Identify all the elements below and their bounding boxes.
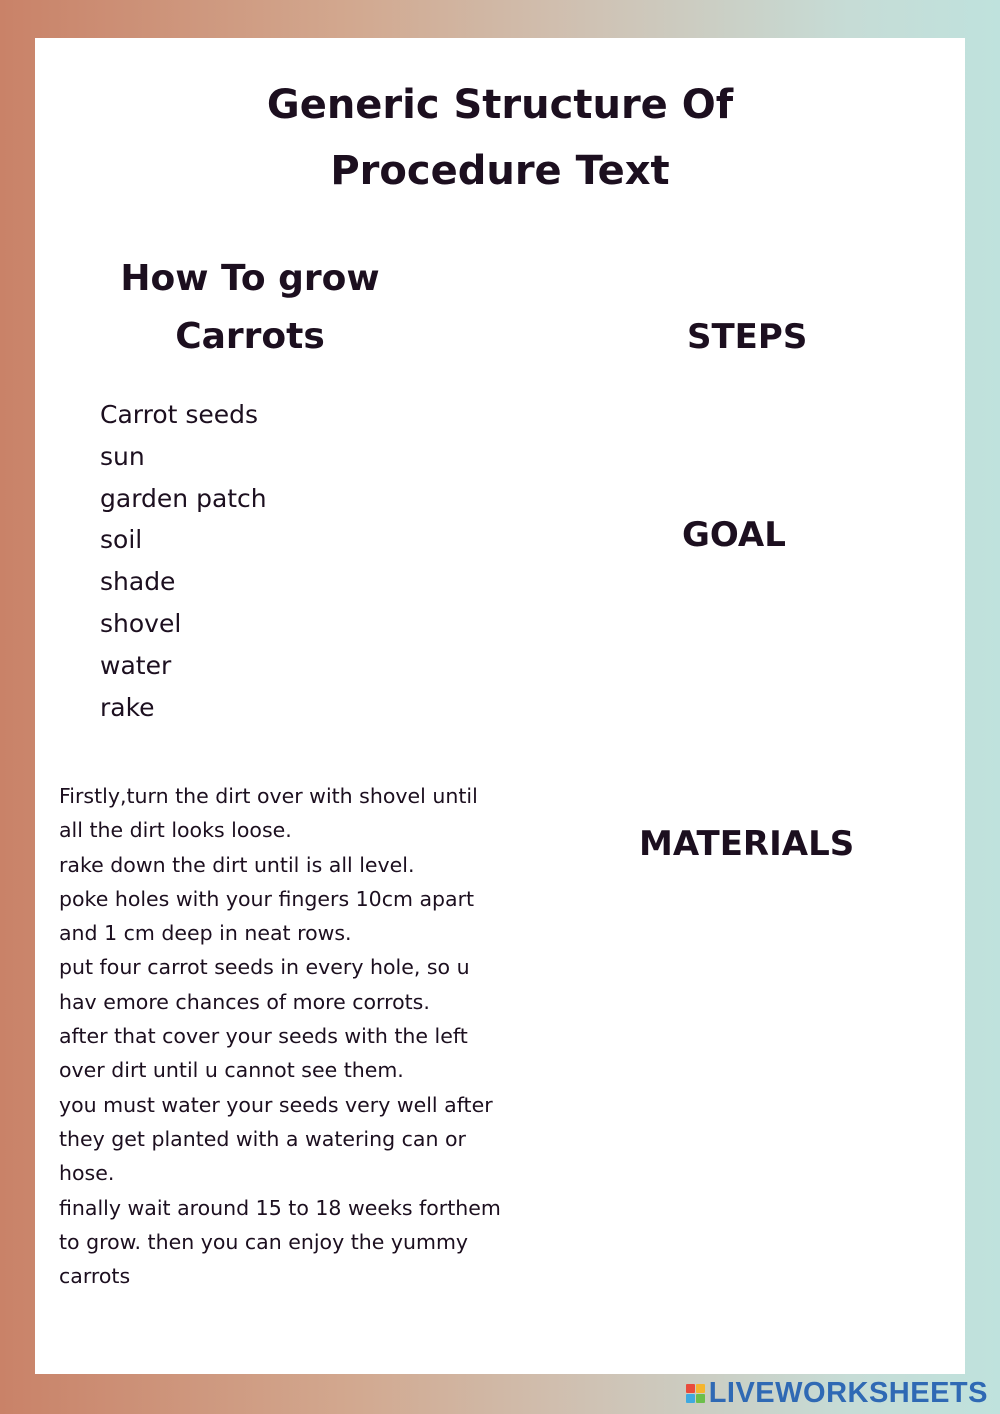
liveworksheets-brand[interactable] [686, 1377, 988, 1410]
materials-item: garden patch [100, 483, 267, 513]
logo-square [696, 1384, 705, 1393]
worksheet-page [35, 38, 965, 1374]
steps-line: Firstly,turn the dirt over with shovel until [59, 784, 478, 808]
materials-item: shovel [100, 608, 182, 638]
logo-square [696, 1394, 705, 1403]
steps-line: and 1 cm deep in neat rows. [59, 921, 352, 946]
materials-item: shade [100, 567, 176, 597]
label-steps[interactable]: STEPS [687, 317, 808, 357]
subtitle-line-2: Carrots [175, 316, 325, 357]
materials-item: Carrot seeds [100, 400, 259, 429]
steps-line: all the dirt looks loose. [59, 818, 292, 843]
steps-line: carrots [59, 1264, 131, 1289]
steps-line: after that cover your seeds with the left [59, 1024, 468, 1049]
label-materials[interactable]: MATERIALS [639, 824, 855, 864]
steps-line: put four carrot seeds in every hole, so u [59, 955, 470, 980]
title-line-2: Procedure Text [330, 148, 670, 194]
materials-item: sun [100, 441, 145, 471]
steps-line: hav emore chances of more corrots. [59, 989, 430, 1014]
brand-name: LIVEWORKSHEETS [708, 1377, 988, 1409]
procedure-goal-text[interactable] [95, 250, 405, 366]
steps-line: they get planted with a watering can or [59, 1126, 466, 1151]
steps-line: finally wait around 15 to 18 weeks forthem [59, 1195, 501, 1220]
title-line-1: Generic Structure Of [266, 82, 734, 128]
materials-item: rake [100, 692, 155, 722]
steps-line: hose. [59, 1161, 115, 1186]
materials-item: soil [100, 525, 143, 555]
steps-line: poke holes with your fingers 10cm apart [59, 886, 475, 911]
subtitle-line-1: How To grow [120, 258, 380, 299]
materials-list[interactable] [100, 394, 267, 728]
liveworksheets-logo-icon [686, 1384, 705, 1403]
steps-line: over dirt until u cannot see them. [59, 1058, 404, 1083]
materials-item: water [100, 650, 172, 680]
steps-text-block[interactable] [59, 779, 539, 1293]
label-goal[interactable]: GOAL [682, 515, 786, 555]
steps-line: rake down the dirt until is all level. [59, 852, 415, 877]
page-title [35, 72, 965, 204]
logo-square [686, 1394, 695, 1403]
steps-line: to grow. then you can enjoy the yummy [59, 1229, 469, 1254]
logo-square [686, 1384, 695, 1393]
steps-line: you must water your seeds very well after [59, 1092, 493, 1117]
